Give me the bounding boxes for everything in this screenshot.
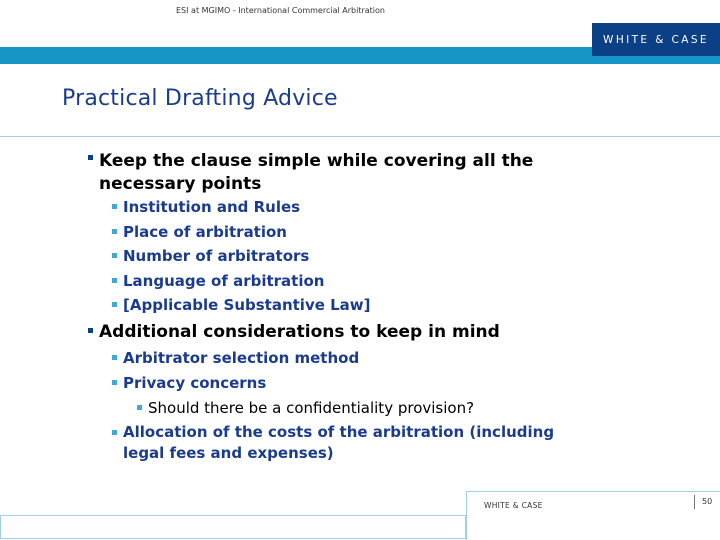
sub-bullet-language: Language of arbitration (123, 272, 325, 290)
footer-brand-label: WHITE & CASE (484, 501, 543, 510)
bullet-marker (112, 229, 117, 234)
sub-bullet-law: [Applicable Substantive Law] (123, 296, 371, 314)
sub-sub-bullet-confidentiality: Should there be a confidentiality provision? (148, 399, 475, 417)
bullet-point-2 (99, 321, 500, 344)
page-number-divider (694, 495, 695, 509)
bullet-marker (112, 302, 117, 307)
bullet-marker (112, 430, 117, 435)
slide-title: Practical Drafting Advice (62, 86, 338, 111)
sub-bullet-place: Place of arbitration (123, 223, 287, 241)
brand-logo-text: WHITE & CASE (603, 33, 709, 46)
bullet-marker (137, 405, 142, 410)
sub-bullet-institution: Institution and Rules (123, 198, 301, 216)
bullet-marker (88, 328, 93, 333)
sub-bullet-number: Number of arbitrators (123, 247, 310, 265)
bullet-line: legal fees and expenses) (123, 444, 334, 462)
bullet-marker (112, 278, 117, 283)
sub-bullet-costs (123, 422, 554, 464)
sub-bullet-privacy: Privacy concerns (123, 374, 267, 392)
footer-left-box (0, 515, 466, 539)
bullet-marker (88, 155, 93, 160)
page-number: 50 (702, 497, 713, 506)
sub-bullet-selection: Arbitrator selection method (123, 349, 360, 367)
bullet-marker (112, 204, 117, 209)
bullet-marker (112, 380, 117, 385)
title-divider (0, 136, 720, 137)
bullet-marker (112, 355, 117, 360)
bullet-point-1 (99, 150, 533, 196)
footer-right-box (466, 491, 720, 540)
brand-logo (592, 23, 720, 56)
footer-course-label: ESI at MGIMO - International Commercial Arbitration (176, 6, 385, 15)
bullet-line: Additional considerations to keep in mind (99, 322, 500, 342)
bullet-marker (112, 253, 117, 258)
bullet-line: Keep the clause simple while covering all the (99, 151, 534, 171)
bullet-line: Allocation of the costs of the arbitration (including (123, 423, 555, 441)
bullet-line: necessary points (99, 174, 262, 194)
